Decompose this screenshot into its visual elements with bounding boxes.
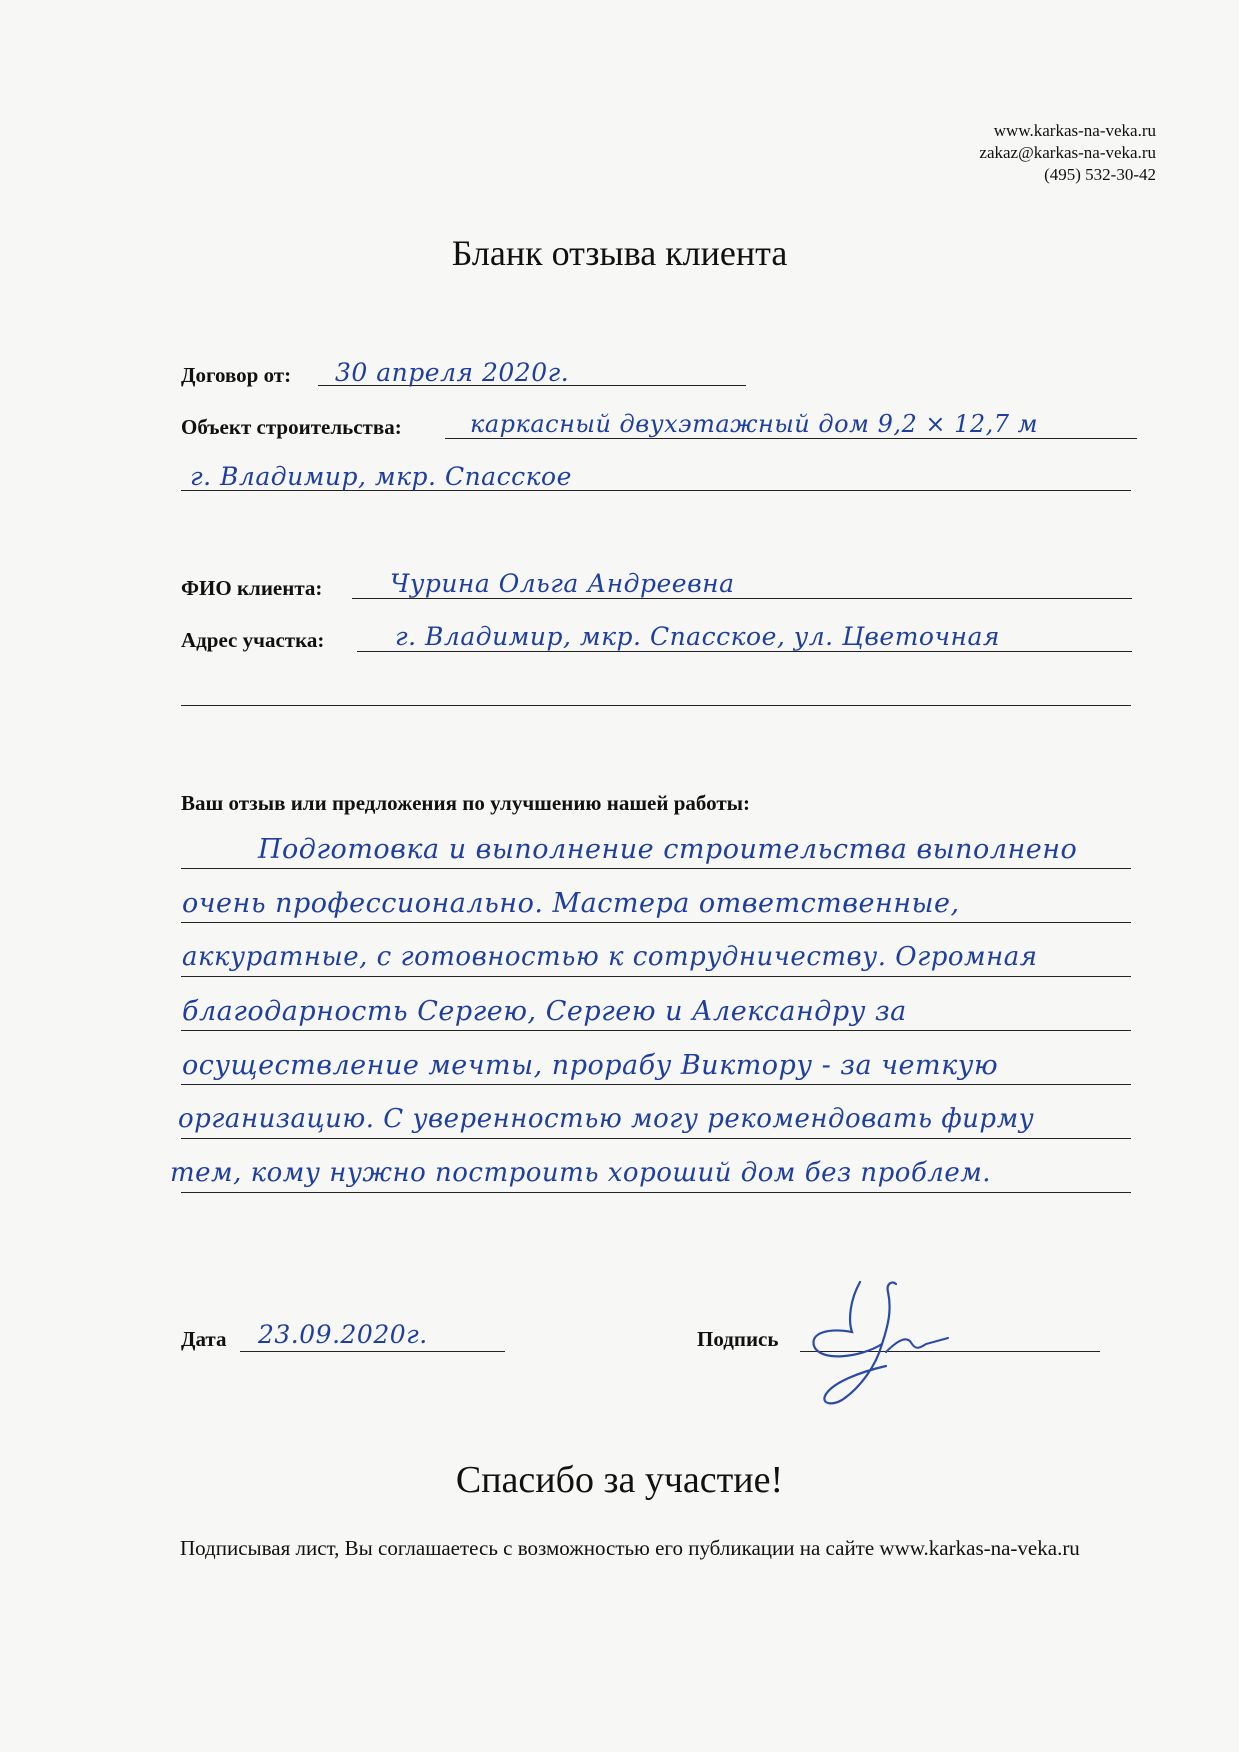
address-label: Адрес участка: (181, 628, 325, 652)
object-line-1 (445, 438, 1137, 439)
client-label: ФИО клиента: (181, 576, 323, 600)
company-contacts (979, 120, 1156, 186)
review-text-line[interactable]: организацию. С уверенностью могу рекомендовать фирму (178, 1104, 1035, 1134)
object-label: Объект строительства: (181, 415, 402, 439)
thanks-message: Спасибо за участие! (455, 1459, 784, 1501)
date-value[interactable]: 23.09.2020г. (258, 1320, 428, 1349)
signature-image[interactable] (790, 1270, 970, 1410)
form-title: Бланк отзыва клиента (451, 233, 788, 273)
object-value-line-2[interactable]: г. Владимир, мкр. Спасское (190, 462, 572, 491)
client-line (352, 598, 1132, 599)
contract-label: Договор от: (181, 363, 292, 387)
contract-date-value[interactable]: 30 апреля 2020г. (335, 358, 570, 387)
review-line (181, 868, 1131, 869)
address-line-2 (181, 705, 1131, 706)
signature-label: Подпись (697, 1327, 779, 1351)
email-link[interactable]: zakaz@karkas-na-veka.ru (979, 143, 1156, 162)
phone-number: (495) 532-30-42 (1044, 165, 1156, 184)
review-text-line[interactable]: Подготовка и выполнение строительства выполнено (258, 834, 1078, 865)
review-label: Ваш отзыв или предложения по улучшению нашей работы: (181, 791, 751, 815)
address-line-1 (357, 651, 1132, 652)
review-text-line[interactable]: осуществление мечты, прорабу Виктору - за четкую (182, 1050, 999, 1081)
review-line (181, 1030, 1131, 1031)
review-line (181, 1138, 1131, 1139)
website-link[interactable]: www.karkas-na-veka.ru (993, 121, 1156, 140)
date-label: Дата (181, 1327, 227, 1351)
object-value-line-1[interactable]: каркасный двухэтажный дом 9,2 × 12,7 м (470, 410, 1039, 438)
address-value[interactable]: г. Владимир, мкр. Спасское, ул. Цветочная (395, 622, 1000, 651)
review-text-line[interactable]: тем, кому нужно построить хороший дом без проблем. (170, 1158, 992, 1188)
client-name-value[interactable]: Чурина Ольга Андреевна (390, 569, 735, 598)
review-text-line[interactable]: очень профессионально. Мастера ответственные, (182, 888, 960, 919)
date-line (240, 1351, 505, 1352)
publication-consent: Подписывая лист, Вы соглашаетесь с возможностью его публикации на сайте www.karkas-na-veka.ru (180, 1536, 1080, 1560)
review-line (181, 976, 1131, 977)
review-line (181, 922, 1131, 923)
review-text-line[interactable]: благодарность Сергею, Сергею и Александру за (182, 996, 907, 1027)
review-line (181, 1192, 1131, 1193)
review-line (181, 1084, 1131, 1085)
review-text-line[interactable]: аккуратные, с готовностью к сотрудничеству. Огромная (182, 942, 1038, 972)
